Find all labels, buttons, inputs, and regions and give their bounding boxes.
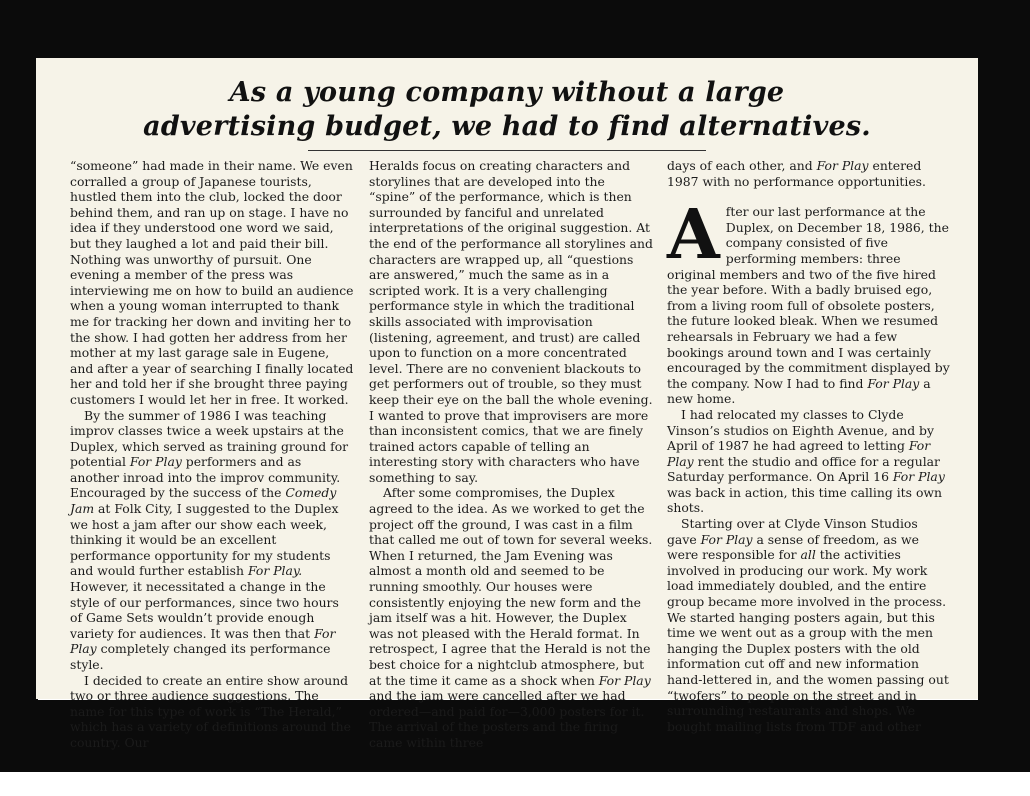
text-run: completely changed its performance style.: [70, 641, 331, 672]
paragraph: Heralds focus on creating characters and storylines that are developed into the “spine” of the performance, which is then surrounded by fanciful and unrelated interpretations of the original suggestion. At the end of the performance all storylines and characters are wrapped up, all “questions are answered,” much the same as in a scripted work. It is a very challenging performance style in which the traditional skills associated with improvisation (listening, agreement, and trust) are called upon to function on a more concentrated level. There are no convenient blackouts to get performers out of trouble, so they must keep their eye on the ball the whole evening. I wanted to prove that improvisers are more than inconsistent comics, that we are finely trained actors capable of telling an interesting story with characters who have something to say.: [369, 158, 653, 485]
text-run: rent the studio and office for a regular Saturday performance. On April 16: [667, 453, 940, 485]
text-column-2: [369, 158, 653, 750]
text-run: days of each other, and: [667, 158, 817, 173]
text-column-1: [70, 158, 354, 750]
paragraph: I decided to create an entire show around two or three audience suggestions. The name for this type of work is “The Herald,” which has a variety of definitions around the country. Our: [70, 672, 351, 750]
text-run: After some compromises, the Duplex agreed to the idea. As we worked to get the project off the ground, I was cast in a film that called me out of town for several weeks. When I returned, the Jam Evening was almost a month old and seemed to be running smoothly. Our houses were consistently enjoying the new form and the jam itself was a hit. However, the Duplex was not pleased with the Herald format. In retrospect, I agree that the Herald is not the best choice for a nightclub atmosphere, but at the time it came as a shock when: [369, 485, 653, 688]
text-run: fter our last performance at the Duplex, on December 18, 1986, the company consisted of five performing members: three original members and two of the five hired the year before. With a badly bruised ego, from a living room full of obsolete posters, the future looked bleak. When we resumed rehearsals in February we had a few bookings around town and I was certainly encouraged by the commitment displayed by the company. Now I had to find: [667, 204, 950, 391]
scan-border-left: [0, 0, 38, 700]
italic-title: For Play: [129, 454, 182, 470]
italic-title: For Play: [867, 375, 920, 391]
text-run: However, it necessitated a change in the style of our performances, since two hours of Game Sets wouldn’t provide enough variety for audiences. It was then that: [70, 579, 339, 641]
italic-title: For Play: [816, 158, 869, 173]
paragraph: [70, 408, 354, 673]
text-run: Starting over at Clyde Vinson Studios gave: [667, 516, 918, 547]
text-run: and the jam were cancelled after we had ordered—and paid for—3,000 posters for it. The arrival of the posters and the firing came within three: [369, 688, 645, 750]
headline-line-1: As a young company without a large: [229, 77, 785, 108]
text-run: a new home.: [667, 375, 931, 407]
text-run: the activities involved in producing our work. My work load immediately doubled, and the entire group became more involved in the process. We started hanging posters again, but this time we went out as a group with the men hanging the Duplex posters with the old information cut off and new information hand-lettered in, and the women passing out “twofers” to people on the street and in surrounding restaurants and shops. We bought mailing lists from TDF and other: [667, 547, 949, 734]
italic-word: all: [800, 547, 816, 563]
text-run: at Folk City, I suggested to the Duplex we host a jam after our show each week, thinking it would be an excellent performance opportunity for my students and would further establish: [70, 501, 339, 579]
paragraph: [369, 485, 653, 750]
italic-title: For Play: [598, 672, 651, 688]
italic-title: For Play: [70, 625, 336, 657]
headline-line-2: advertising budget, we had to find alternatives.: [143, 111, 871, 142]
text-column-3: [667, 158, 951, 734]
text-run: was back in action, this time calling its own shots.: [667, 484, 942, 516]
paragraph: [667, 158, 951, 189]
headline-rule: [308, 150, 706, 151]
text-run: a sense of freedom, as we were responsible for: [667, 531, 919, 563]
italic-title: Comedy Jam: [70, 485, 337, 517]
article-headline: [36, 76, 978, 144]
text-run: I had relocated my classes to Clyde Vinson’s studios on Eighth Avenue, and by April of 1987 he had agreed to letting: [667, 406, 934, 454]
text-run: entered 1987 with no performance opportunities.: [667, 158, 926, 189]
paragraph: [667, 407, 951, 516]
scan-border-top: [0, 0, 1030, 58]
text-run: performers and as another inroad into the improv community. Encouraged by the success of the: [70, 454, 341, 501]
paragraph: [667, 516, 951, 734]
italic-title: For Play: [892, 469, 945, 485]
article-page: [36, 58, 978, 750]
scan-border-right: [978, 0, 1030, 770]
italic-title: For Play: [700, 531, 753, 547]
paragraph-with-dropcap: [667, 195, 951, 407]
drop-cap: A: [667, 195, 720, 276]
text-run: By the summer of 1986 I was teaching improv classes twice a week upstairs at the Duplex, which served as training ground for potential: [70, 407, 349, 470]
italic-title: For Play: [667, 438, 931, 469]
italic-title: For Play.: [247, 563, 303, 579]
paragraph: “someone” had made in their name. We even corralled a group of Japanese tourists, hustled them into the club, locked the door behind them, and ran up on stage. I have no idea if they understood one word we said, but they laughed a lot and paid their bill. Nothing was unworthy of pursuit. One evening a member of the press was interviewing me on how to build an audience when a young woman interrupted to thank me for tracking her down and inviting her to the show. I had gotten her address from her mother at my last garage sale in Eugene, and after a year of searching I finally located her and told her if she brought three paying customers I would let her in free. It worked.: [70, 158, 354, 407]
